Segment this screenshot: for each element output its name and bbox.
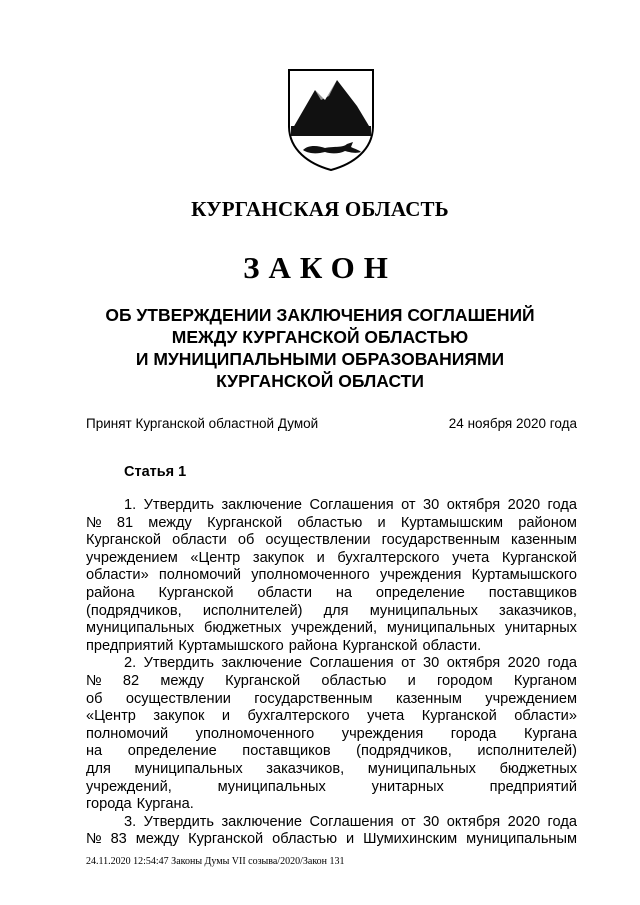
word: Шумихинским [363, 831, 458, 848]
word: определение [127, 743, 217, 760]
word: Куртамышским [400, 514, 504, 531]
article-line [86, 691, 577, 709]
word: казенным [510, 532, 577, 549]
word: 2020 [507, 497, 541, 513]
word: муниципальных [217, 778, 326, 795]
article-line [86, 743, 577, 761]
article-line [86, 655, 577, 673]
word: учета [452, 549, 490, 566]
word: районом [518, 514, 577, 531]
word: от [401, 813, 416, 830]
law-title-line: И МУНИЦИПАЛЬНЫМИ ОБРАЗОВАНИЯМИ [135, 349, 505, 369]
word: района [288, 637, 338, 654]
word: бюджетных [499, 760, 577, 777]
region-heading: КУРГАНСКАЯ ОБЛАСТЬ [191, 197, 449, 221]
word: городом [436, 672, 493, 689]
word: № [86, 514, 102, 531]
article-line [86, 708, 577, 726]
word: учета [367, 708, 405, 725]
word: муниципальных [367, 760, 476, 777]
article-line [86, 814, 577, 832]
word: Курганом [513, 672, 577, 689]
word: муниципальных [386, 620, 496, 637]
word: бухгалтерского [247, 708, 350, 725]
word: закупок [153, 708, 205, 725]
article-line [86, 831, 577, 849]
word: 83 [110, 831, 127, 848]
word: 30 [423, 655, 440, 672]
word: Курганской [501, 549, 577, 566]
word: государственным [381, 532, 500, 549]
word: (подрядчиков, [86, 602, 182, 619]
word: района [86, 584, 135, 601]
article-line [86, 497, 577, 515]
word: № [86, 831, 102, 848]
article-line [86, 532, 577, 550]
word: учреждения [341, 725, 424, 742]
word: области» [514, 708, 577, 725]
word: заключение [221, 655, 302, 672]
article-line [86, 726, 577, 744]
word: государственным [254, 690, 373, 707]
word: на [335, 584, 352, 601]
article-line [86, 585, 577, 603]
word: учреждения [379, 567, 462, 584]
word: Соглашения [309, 813, 394, 830]
adoption-date: 24 ноября 2020 года [448, 416, 577, 431]
word: Кургана [523, 725, 577, 742]
article-line [86, 761, 577, 779]
word: Курганской [225, 672, 301, 689]
word: 30 [423, 813, 440, 830]
word: Курганской [342, 637, 418, 654]
word: бухгалтерского [337, 549, 440, 566]
article-line [86, 638, 577, 656]
word: Утвердить [143, 655, 215, 672]
word: Соглашения [309, 655, 394, 672]
word: исполнителей) [477, 743, 577, 760]
word: учреждений, [291, 620, 378, 637]
word: 2020 [507, 655, 541, 672]
word: и [407, 672, 416, 689]
article-line [86, 515, 577, 533]
article-line [86, 779, 577, 797]
word: между [135, 831, 180, 848]
document-type-heading: ЗАКОН [243, 250, 397, 285]
article-line [86, 603, 577, 621]
word: года [547, 497, 577, 513]
word: Курганской [188, 831, 264, 848]
article-line [86, 567, 577, 585]
word: осуществлении [125, 690, 231, 707]
word: 30 [423, 497, 440, 513]
word: муниципальным [466, 831, 577, 848]
article-heading: Статья 1 [124, 464, 187, 480]
word: определение [375, 584, 465, 601]
article-line [86, 550, 577, 568]
word: полномочий [86, 725, 169, 742]
word: для [323, 602, 349, 619]
word: областью [321, 672, 387, 689]
article-line [86, 796, 577, 814]
word: 81 [116, 514, 134, 531]
word: на [86, 743, 103, 760]
coat-of-arms-emblem [285, 66, 377, 172]
word: 3. [124, 813, 137, 830]
law-title-line: КУРГАНСКОЙ ОБЛАСТИ [216, 371, 424, 391]
adoption-row [86, 416, 577, 434]
article-line [86, 673, 577, 691]
word: области. [422, 637, 482, 654]
word: учреждением [86, 549, 178, 566]
word: осуществлении [265, 532, 371, 549]
word: Куртамышского [471, 567, 577, 584]
word: унитарных [371, 778, 444, 795]
word: между [148, 514, 192, 531]
word: и [221, 708, 231, 725]
word: между [160, 672, 204, 689]
word: Курганской [158, 584, 234, 601]
word: и [377, 514, 386, 531]
adopted-by-text: Принят Курганской областной Думой [86, 416, 319, 431]
word: области [257, 584, 312, 601]
word: Кургана. [136, 796, 194, 813]
word: областью [297, 514, 363, 531]
word: поставщиков [488, 584, 577, 601]
word: «Центр [190, 549, 241, 566]
word: 1. [124, 497, 137, 513]
word: 82 [122, 672, 140, 689]
word: муниципальных [369, 602, 478, 619]
word: 2020 [507, 813, 541, 830]
word: областью [272, 831, 338, 848]
word: муниципальных [134, 760, 243, 777]
word: Соглашения [309, 497, 394, 513]
word: муниципальных [86, 620, 195, 637]
word: города [450, 725, 497, 742]
word: заключение [221, 813, 302, 830]
word: октября [446, 497, 501, 513]
word: «Центр [86, 708, 136, 725]
word: об [237, 532, 255, 549]
word: октября [446, 813, 501, 830]
word: (подрядчиков, [356, 743, 452, 760]
word: учреждений, [86, 778, 172, 795]
word: области [172, 532, 227, 549]
word: от [401, 497, 416, 513]
word: унитарных [504, 620, 577, 637]
word: исполнителей) [202, 602, 303, 619]
word: предприятий [86, 637, 174, 654]
word: октября [446, 655, 501, 672]
word: и [346, 831, 355, 848]
word: для [86, 760, 111, 777]
word: области» [86, 567, 149, 584]
footer-stamp: 24.11.2020 12:54:47 Законы Думы VII созыва/2020/Закон 131 [86, 856, 345, 867]
article-body [86, 497, 577, 849]
word: уполномоченного [251, 567, 370, 584]
word: заказчиков, [499, 602, 577, 619]
word: уполномоченного [195, 725, 315, 742]
word: полномочий [158, 567, 242, 584]
word: предприятий [489, 778, 577, 795]
word: года [547, 655, 577, 672]
word: Куртамышского [178, 637, 284, 654]
word: заказчиков, [266, 760, 345, 777]
article-line [86, 620, 577, 638]
word: 2. [124, 655, 137, 672]
word: бюджетных [204, 620, 282, 637]
law-title [0, 304, 640, 392]
law-title-line: МЕЖДУ КУРГАНСКОЙ ОБЛАСТЬЮ [171, 327, 469, 347]
word: города [86, 796, 132, 813]
word: Курганской [207, 514, 283, 531]
word: Курганской [86, 532, 162, 549]
word: года [547, 813, 577, 830]
word: заключение [221, 497, 302, 513]
law-title-line: ОБ УТВЕРЖДЕНИИ ЗАКЛЮЧЕНИЯ СОГЛАШЕНИЙ [105, 305, 535, 325]
word: учреждением [485, 690, 577, 707]
word: казенным [395, 690, 462, 707]
word: закупок [252, 549, 304, 566]
word: Утвердить [143, 813, 215, 830]
word: поставщиков [242, 743, 331, 760]
word: № [86, 672, 102, 689]
word: и [316, 549, 325, 566]
word: Утвердить [143, 497, 215, 513]
word: Курганской [421, 708, 497, 725]
word: от [401, 655, 416, 672]
word: об [86, 690, 103, 707]
